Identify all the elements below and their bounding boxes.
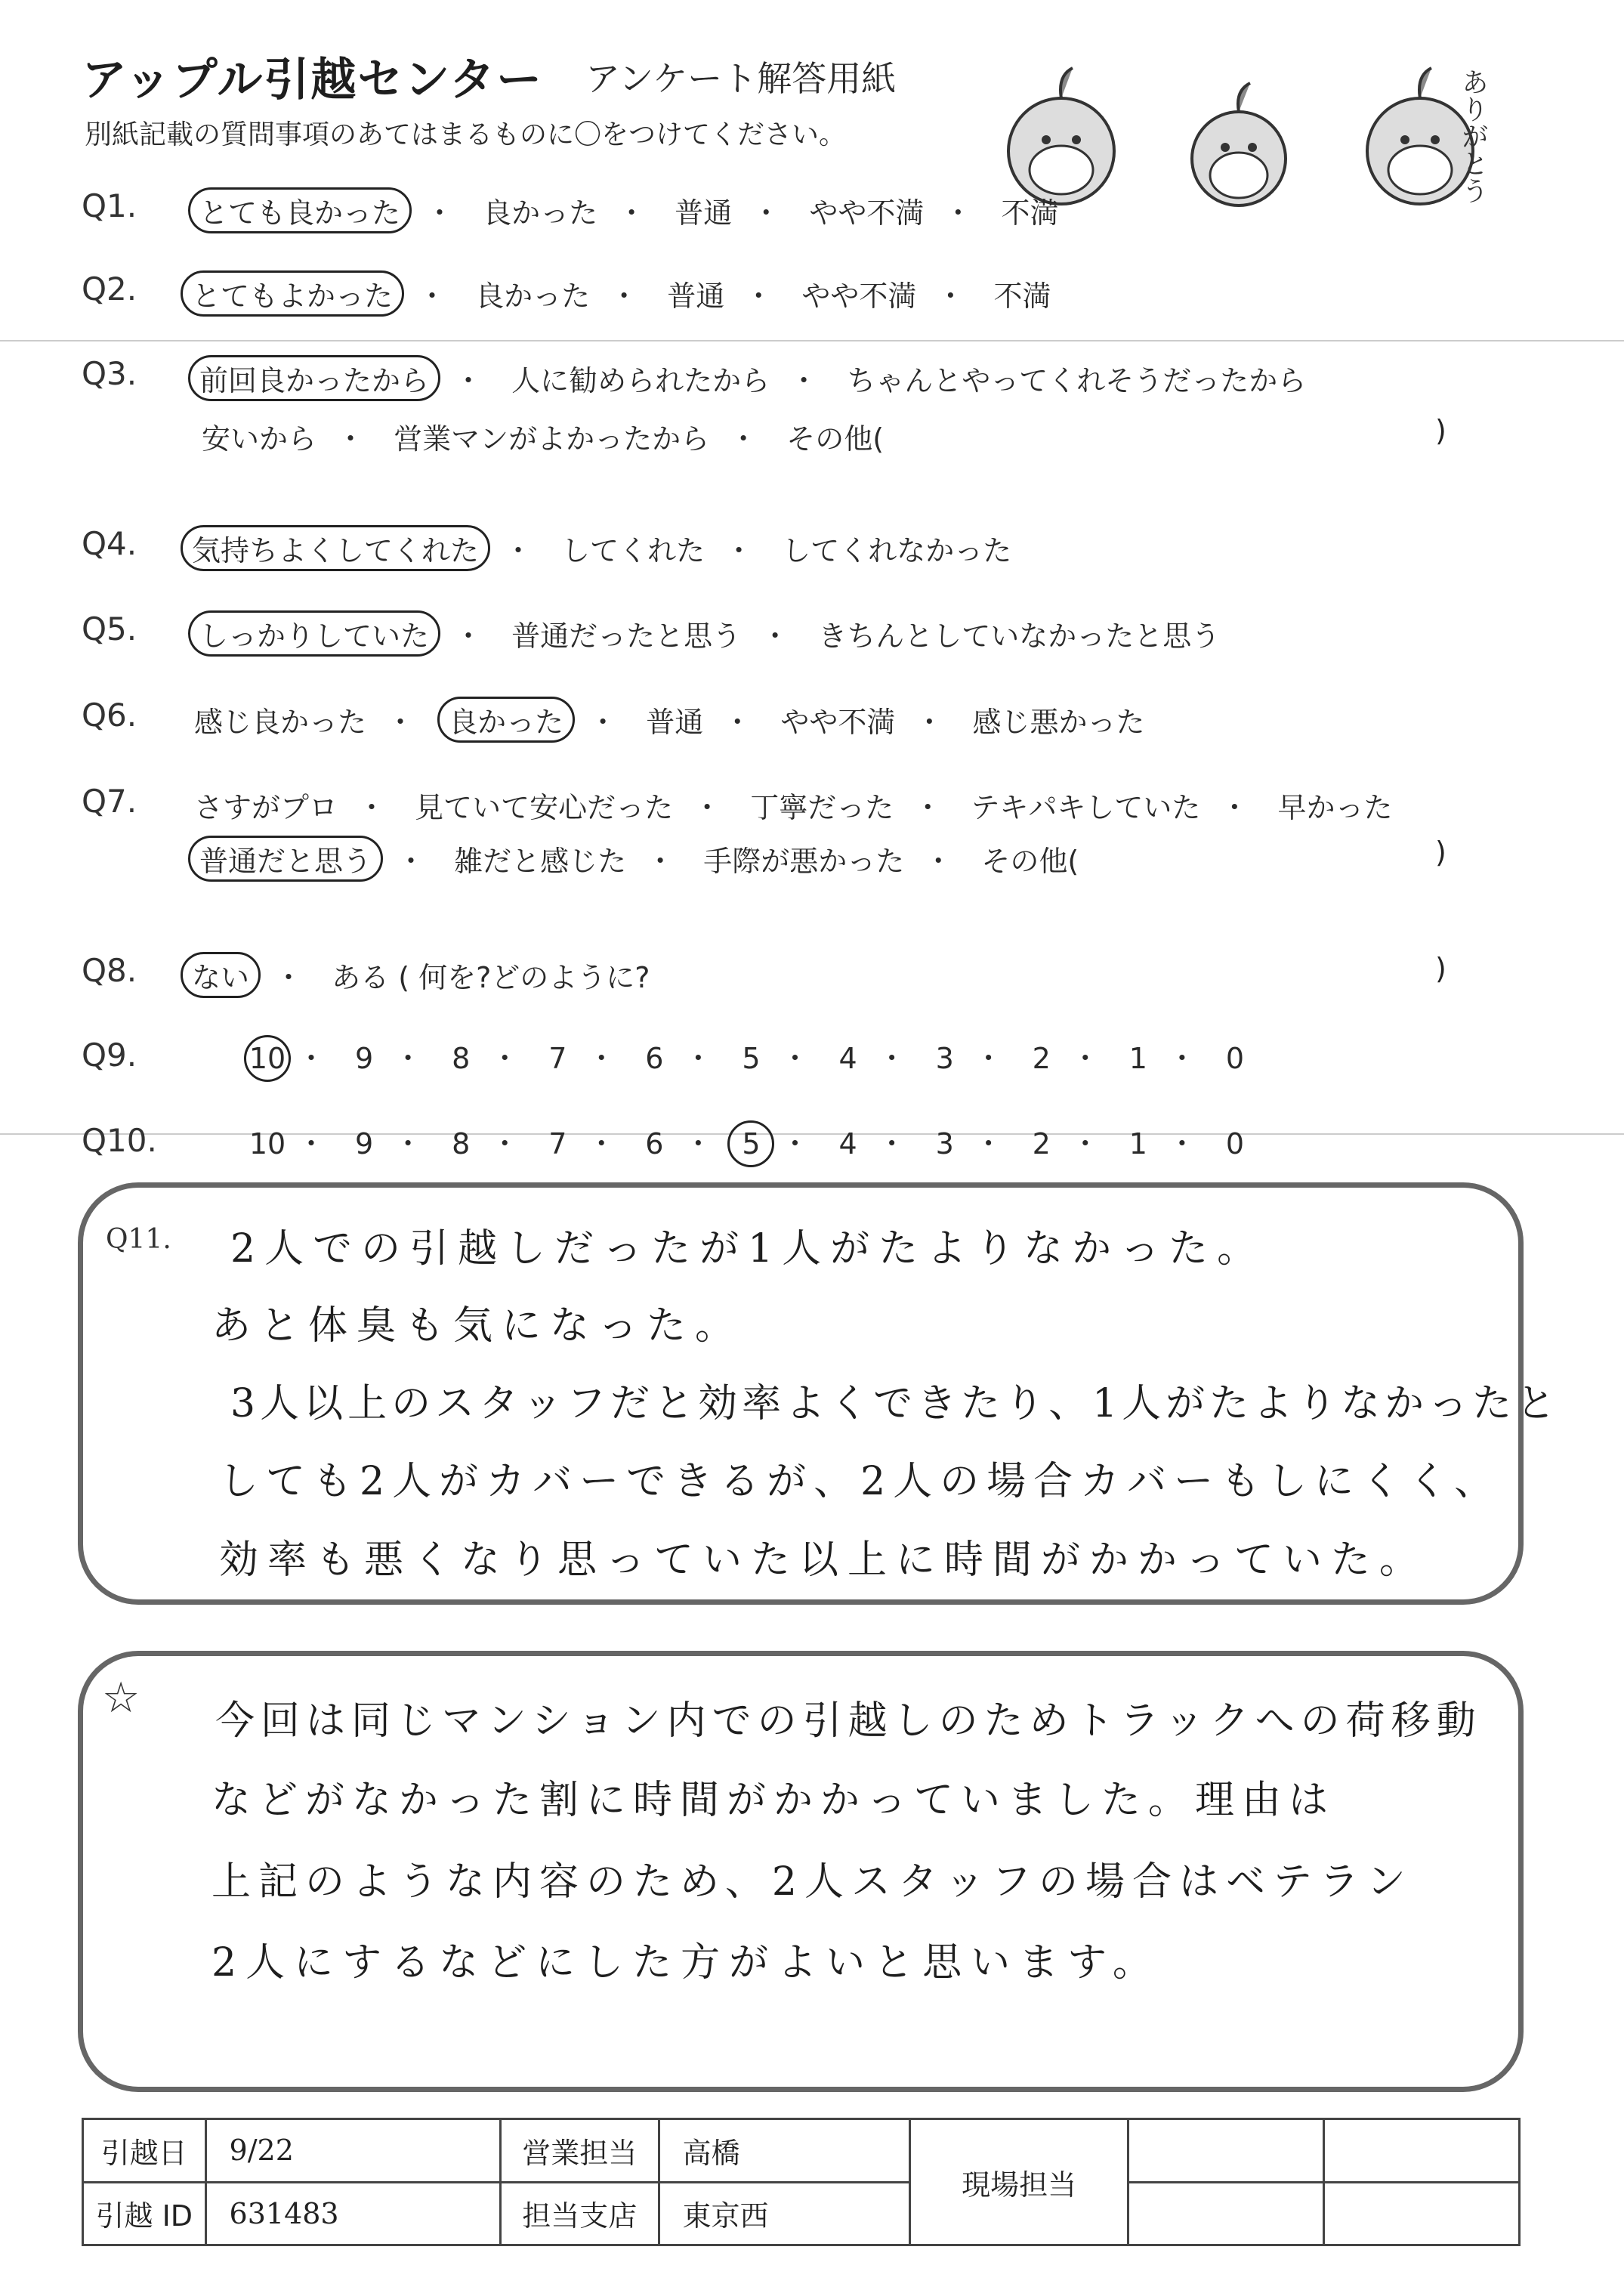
free-comment-handwritten-line: 今回は同じマンション内での引越しのためトラックへの荷移動: [215, 1698, 1482, 1744]
q7-option[interactable]: 早かった: [1277, 791, 1393, 824]
q10-score[interactable]: 8: [452, 1127, 471, 1160]
q6-options: 感じ良かった ・ 良かった ・ 普通 ・ やや不満 ・ 感じ悪かった: [185, 697, 1154, 743]
q2-option[interactable]: 普通: [667, 280, 725, 313]
q7-options-row2: 普通だと思う ・ 雑だと感じた ・ 手際が悪かった ・ その他(: [185, 836, 1088, 882]
instructions-text: 別紙記載の質問事項のあてはまるものに〇をつけてください。: [85, 119, 847, 150]
q8-option[interactable]: ある ( 何を?どのように?: [332, 961, 650, 994]
q8-number: Q8.: [82, 952, 137, 989]
q11-handwritten-line: しても2人がカバーできるが、2人の場合カバーもしにくく、: [219, 1459, 1502, 1504]
q4-options: 気持ちよくしてくれた ・ してくれた ・ してくれなかった: [178, 525, 1020, 571]
q9-score[interactable]: 3: [935, 1042, 954, 1075]
q3-option[interactable]: 人に勧められたから: [511, 364, 770, 397]
q3-option-selected[interactable]: 前回良かったから: [188, 355, 440, 401]
q3-options-row1: 前回良かったから ・ 人に勧められたから ・ ちゃんとやってくれそうだったから: [185, 355, 1315, 401]
field-staff-cell[interactable]: [1128, 2182, 1324, 2245]
q6-option[interactable]: 感じ良かった: [194, 706, 367, 739]
q9-score[interactable]: 0: [1225, 1042, 1245, 1075]
company-title: アップル引越センター: [82, 54, 543, 107]
q7-option[interactable]: 手際が悪かった: [703, 845, 905, 878]
q9-score[interactable]: 5: [742, 1042, 761, 1075]
q4-option-selected[interactable]: 気持ちよくしてくれた: [181, 525, 490, 571]
q7-option[interactable]: テキパキしていた: [971, 791, 1201, 824]
move-id-value[interactable]: 631483: [205, 2182, 501, 2245]
q3-option[interactable]: 営業マンがよかったから: [394, 422, 710, 456]
sales-rep-value[interactable]: 高橋: [659, 2119, 909, 2183]
q9-score[interactable]: 8: [452, 1042, 471, 1075]
q11-handwritten-line: 効率も悪くなり思っていた以上に時間がかかっていた。: [219, 1537, 1428, 1583]
q7-option[interactable]: 見ていて安心だった: [415, 791, 674, 824]
move-date-value[interactable]: 9/22: [205, 2119, 501, 2183]
q7-options-row1: さすがプロ ・ 見ていて安心だった ・ 丁寧だった ・ テキパキしていた ・ 早かった: [185, 783, 1402, 827]
q9-scale: 10 ・ 9 ・ 8 ・ 7 ・ 6 ・ 5 ・ 4 ・ 3 ・ 2 ・ 1 ・ 0: [238, 1035, 1264, 1082]
q4-option[interactable]: してくれなかった: [782, 534, 1012, 567]
q2-option[interactable]: 不満: [993, 280, 1051, 313]
star-mark: ☆: [102, 1673, 140, 1723]
q8-options: ない ・ ある ( 何を?どのように?: [178, 952, 659, 998]
q2-option-selected[interactable]: とてもよかった: [181, 270, 404, 317]
free-comment-handwritten-line: 2人にするなどにした方がよいと思います。: [211, 1940, 1161, 1986]
branch-label: 担当支店: [501, 2182, 659, 2245]
q3-option[interactable]: 安いから: [202, 422, 317, 456]
q9-score[interactable]: 4: [838, 1042, 857, 1075]
q8-close-paren: ): [1435, 952, 1446, 985]
q11-handwritten-line: 3人以上のスタッフだと効率よくできたり、1人がたよりなかったと: [230, 1381, 1561, 1426]
field-staff-cell[interactable]: [1128, 2119, 1324, 2183]
q1-number: Q1.: [82, 187, 137, 224]
q11-handwritten-line: 2人での引越しだったが1人がたよりなかった。: [230, 1226, 1266, 1272]
sales-rep-label: 営業担当: [501, 2119, 659, 2183]
q4-number: Q4.: [82, 525, 137, 562]
footer-info-table: [82, 2118, 1521, 2246]
q10-score[interactable]: 9: [355, 1127, 374, 1160]
q5-option[interactable]: 普通だったと思う: [511, 620, 742, 653]
q1-option[interactable]: 良かった: [483, 196, 598, 230]
q6-option-selected[interactable]: 良かった: [437, 697, 575, 743]
q10-score[interactable]: 3: [935, 1127, 954, 1160]
q2-number: Q2.: [82, 270, 137, 307]
q7-option[interactable]: 丁寧だった: [750, 791, 894, 824]
q6-option[interactable]: 感じ悪かった: [972, 706, 1145, 739]
q11-handwritten-line: あと体臭も気になった。: [211, 1303, 744, 1349]
q7-option-other[interactable]: その他(: [981, 845, 1079, 878]
field-staff-label: 現場担当: [909, 2119, 1128, 2245]
free-comment-handwritten-line: 上記のような内容のため、2人スタッフの場合はベテラン: [211, 1859, 1414, 1905]
q10-score[interactable]: 7: [548, 1127, 567, 1160]
move-id-label: 引越 ID: [83, 2182, 206, 2245]
q10-score-selected[interactable]: 5: [727, 1120, 774, 1167]
q5-number: Q5.: [82, 610, 137, 647]
q2-options: とてもよかった ・ 良かった ・ 普通 ・ やや不満 ・ 不満: [178, 270, 1061, 317]
q4-option[interactable]: してくれた: [561, 534, 705, 567]
q7-option[interactable]: さすがプロ: [194, 791, 338, 824]
q10-score[interactable]: 1: [1128, 1127, 1147, 1160]
q2-option[interactable]: やや不満: [801, 280, 917, 313]
q9-score[interactable]: 1: [1128, 1042, 1147, 1075]
q9-score[interactable]: 9: [355, 1042, 374, 1075]
svg-text:ありがとう: ありがとう: [1457, 68, 1489, 204]
q6-option[interactable]: 普通: [646, 706, 704, 739]
q10-score[interactable]: 10: [249, 1127, 286, 1160]
branch-value[interactable]: 東京西: [659, 2182, 909, 2245]
q3-option-other[interactable]: その他(: [786, 422, 885, 456]
q11-label: Q11.: [106, 1224, 171, 1255]
field-staff-cell[interactable]: [1324, 2119, 1520, 2183]
q3-option[interactable]: ちゃんとやってくれそうだったから: [847, 364, 1307, 397]
q9-score[interactable]: 7: [548, 1042, 567, 1075]
q5-options: しっかりしていた ・ 普通だったと思う ・ きちんとしていなかったと思う: [185, 610, 1229, 657]
move-date-label: 引越日: [83, 2119, 206, 2183]
q7-option[interactable]: 雑だと感じた: [454, 845, 627, 878]
q9-score[interactable]: 2: [1032, 1042, 1051, 1075]
q6-option[interactable]: やや不満: [780, 706, 896, 739]
q10-scale: 10 ・ 9 ・ 8 ・ 7 ・ 6 ・ 5 ・ 4 ・ 3 ・ 2 ・ 1 ・ 0: [238, 1120, 1264, 1167]
q7-close-paren: ): [1435, 836, 1446, 869]
q7-number: Q7.: [82, 783, 137, 820]
q3-number: Q3.: [82, 355, 137, 392]
q2-option[interactable]: 良かった: [475, 280, 591, 313]
field-staff-cell[interactable]: [1324, 2182, 1520, 2245]
q1-option-selected[interactable]: とても良かった: [188, 187, 412, 233]
q10-number: Q10.: [82, 1122, 157, 1159]
q10-score[interactable]: 0: [1225, 1127, 1245, 1160]
q1-option[interactable]: 不満: [1001, 196, 1059, 230]
q10-score[interactable]: 6: [645, 1127, 664, 1160]
q3-close-paren: ): [1435, 414, 1446, 447]
q7-option-selected[interactable]: 普通だと思う: [188, 836, 383, 882]
q10-score[interactable]: 2: [1032, 1127, 1051, 1160]
q6-number: Q6.: [82, 697, 137, 734]
q8-option-selected[interactable]: ない: [181, 952, 261, 998]
q10-score[interactable]: 4: [838, 1127, 857, 1160]
q5-option-selected[interactable]: しっかりしていた: [188, 610, 440, 657]
q5-option[interactable]: きちんとしていなかったと思う: [818, 620, 1221, 653]
q1-option[interactable]: やや不満: [809, 196, 925, 230]
free-comment-handwritten-line: などがなかった割に時間がかかっていました。理由は: [211, 1778, 1336, 1823]
q9-score[interactable]: 6: [645, 1042, 664, 1075]
fold-mark: [0, 340, 1624, 341]
q3-options-row2: 安いから ・ 営業マンがよかったから ・ その他(: [193, 414, 893, 459]
form-subtitle: アンケート解答用紙: [585, 58, 897, 99]
q9-number: Q9.: [82, 1037, 137, 1074]
q1-options: とても良かった ・ 良かった ・ 普通 ・ やや不満 ・ 不満: [185, 187, 1068, 233]
q1-option[interactable]: 普通: [675, 196, 733, 230]
q9-score-selected[interactable]: 10: [244, 1035, 291, 1082]
